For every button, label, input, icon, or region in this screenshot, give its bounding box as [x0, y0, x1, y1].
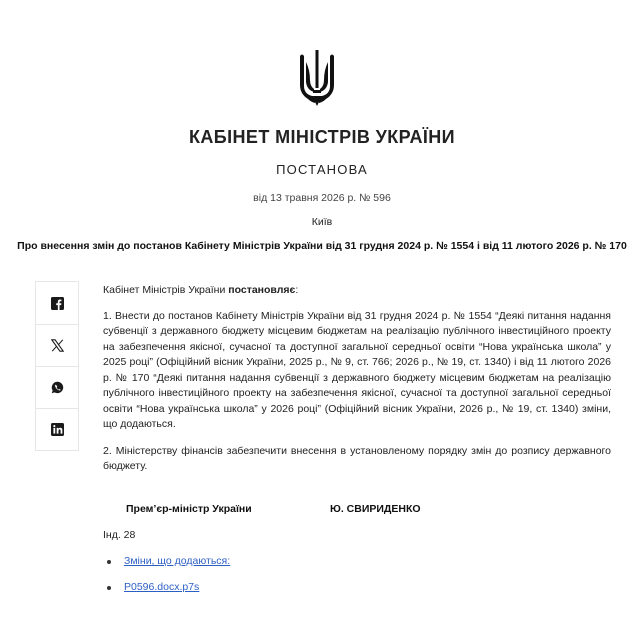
trident-emblem-icon	[297, 48, 337, 110]
bullet-icon	[107, 586, 111, 590]
intro-prefix: Кабінет Міністрів України	[103, 284, 229, 296]
share-facebook-button[interactable]	[36, 282, 78, 324]
intro-suffix: :	[295, 284, 299, 296]
list-item	[107, 555, 230, 581]
bullet-icon	[107, 560, 111, 564]
share-panel	[35, 281, 79, 451]
paragraph-1: 1. Внести до постанов Кабінету Міністрів України від 31 грудня 2024 р. № 1554 “Деякі питання надання субвенції з державного бюджету місцевим бюджетам на реалізацію публічного інвестиційного проекту на забезпечення якісної, сучасної та доступної загальної середньої освіти “Нова українська школа” у 2025 році” (Офіційний вісник України, 2025 р., № 9, ст. 766; 2026 р., № 19, ст. 1340) і від 11 лютого 2026 р. № 170 “Деякі питання надання субвенції з державного бюджету місцевим бюджетам на реалізацію публічного інвестиційного проекту на забезпечення якісної, сучасної та доступної загальної середньої освіти “Нова українська школа” у 2026 році” (Офіційний вісник України, 2026 р., № 19, ст. 1340) зміни, що додаються.	[103, 309, 611, 430]
document-title: Про внесення змін до постанов Кабінету Міністрів України від 31 грудня 2024 р. № 1554 і від 11 лютого 2026 р. № 170	[17, 240, 627, 252]
intro-line	[103, 283, 611, 299]
share-linkedin-button[interactable]	[36, 408, 78, 450]
paragraph-2: 2. Міністерству фінансів забезпечити внесення в установленому порядку змін до розпису державного бюджету.	[103, 444, 611, 472]
document-date: від 13 травня 2026 р. № 596	[253, 192, 391, 204]
signatory-role: Прем’єр-міністр України	[126, 503, 252, 515]
intro-keyword: постановляє	[228, 284, 296, 296]
document-body	[103, 283, 611, 486]
x-twitter-icon	[51, 339, 64, 352]
signatory-name: Ю. СВИРИДЕНКО	[330, 503, 421, 515]
attachments-list	[107, 555, 230, 607]
document-index: Інд. 28	[103, 529, 136, 541]
document-place: Київ	[311, 216, 333, 228]
organization-title: КАБІНЕТ МІНІСТРІВ УКРАЇНИ	[189, 127, 455, 147]
share-whatsapp-button[interactable]	[36, 366, 78, 408]
share-x-button[interactable]	[36, 324, 78, 366]
list-item	[107, 581, 230, 607]
document-type: ПОСТАНОВА	[276, 162, 368, 177]
attachment-link-signature-file[interactable]: P0596.docx.p7s	[124, 581, 200, 593]
facebook-icon	[51, 297, 64, 310]
linkedin-icon	[51, 423, 64, 436]
attachment-link-changes[interactable]: Зміни, що додаються:	[124, 555, 231, 567]
whatsapp-icon	[51, 381, 64, 394]
